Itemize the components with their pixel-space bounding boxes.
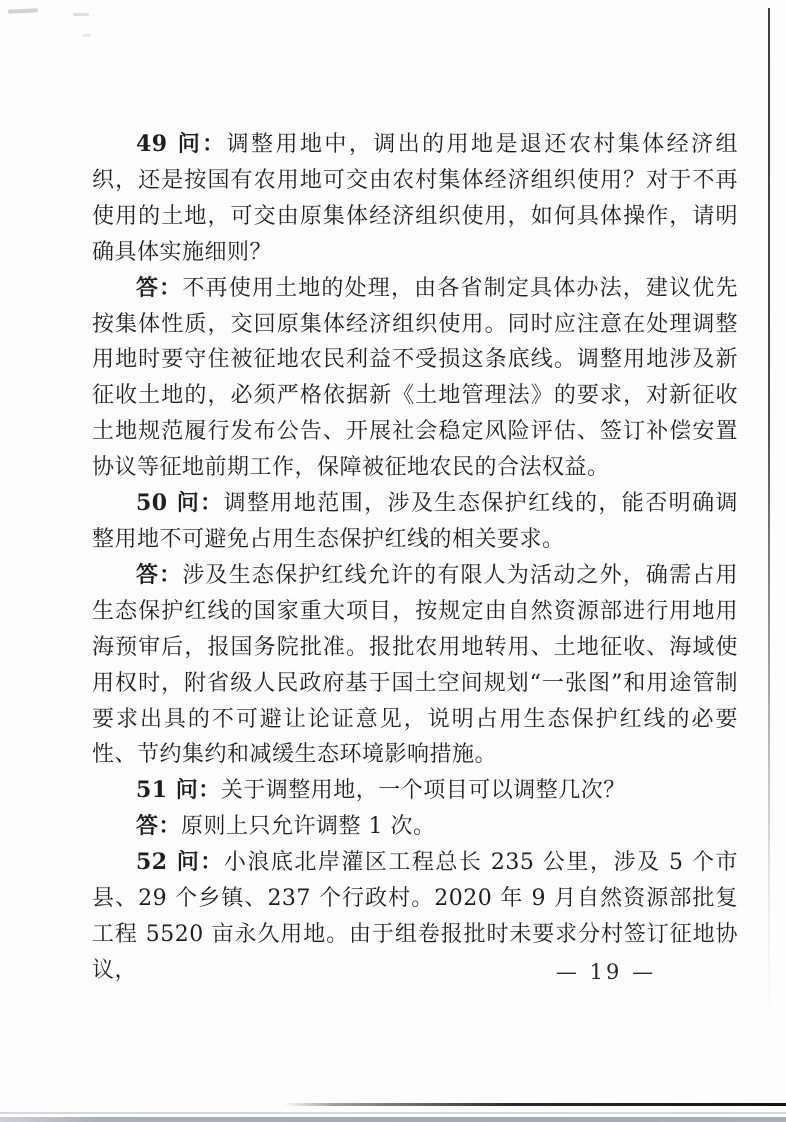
answer-51-text: 原则上只允许调整 1 次。 — [181, 814, 436, 840]
scan-smudge — [73, 13, 89, 16]
question-49-label: 49 问： — [136, 131, 227, 157]
scan-artifact-bottom-thin-line — [0, 1112, 786, 1114]
document-body — [92, 127, 738, 989]
scan-artifact-bottom-edge-band — [0, 1117, 786, 1122]
question-49 — [92, 127, 738, 271]
answer-50-text: 涉及生态保护红线允许的有限人为活动之外，确需占用生态保护红线的国家重大项目，按规定由自然资源部进行用地用海预审后，报国务院批准。报批农用地转用、土地征收、海域使用权时，附省级人民政府基于国土空间规划“一张图”和用途管制要求出具的不可避让论证意见，说明占用生态保护红线的必要性、节约集约和减缓生态环境影响措施。 — [92, 562, 738, 768]
answer-50-label: 答： — [136, 561, 183, 588]
answer-49-label: 答： — [136, 274, 183, 301]
question-51-text: 关于调整用地，一个项目可以调整几次？ — [220, 778, 626, 804]
question-49-text: 调整用地中，调出的用地是退还农村集体经济组织，还是按国有农用地可交由农村集体经济组织使用？对于不再使用的土地，可交由原集体经济组织使用，如何具体操作，请明确具体实施细则？ — [92, 132, 738, 265]
answer-50 — [92, 558, 738, 773]
question-51 — [92, 773, 738, 809]
scan-artifact-bottom-line — [283, 1103, 786, 1106]
answer-49 — [92, 271, 738, 486]
answer-49-text: 不再使用土地的处理，由各省制定具体办法，建议优先按集体性质，交回原集体经济组织使用。同时应注意在处理调整用地时要守住被征地农民利益不受损这条底线。调整用地涉及新征收土地的，必须严格依据新《土地管理法》的要求，对新征收土地规范履行发布公告、开展社会稳定风险评估、签订补偿安置协议等征地前期工作，保障被征地农民的合法权益。 — [92, 275, 738, 481]
question-50 — [92, 486, 738, 558]
scan-artifact-right-edge-line — [768, 8, 770, 1013]
page-number: — 19 — — [556, 960, 657, 984]
question-51-label: 51 问： — [136, 777, 221, 804]
scan-smudge — [8, 8, 38, 14]
question-50-label: 50 问： — [136, 490, 224, 517]
answer-51 — [92, 809, 738, 845]
question-50-text: 调整用地范围，涉及生态保护红线的，能否明确调整用地不可避免占用生态保护红线的相关要求。 — [92, 491, 738, 552]
answer-51-label: 答： — [136, 813, 182, 840]
question-52-text: 小浪底北岸灌区工程总长 235 公里，涉及 5 个市县、29 个乡镇、237 个行政村。2020 年 9 月自然资源部批复工程 5520 亩永久用地。由于组卷报批时未要求分村签订征地协议， — [92, 850, 738, 983]
question-52-label: 52 问： — [136, 849, 224, 876]
scan-smudge — [83, 34, 91, 37]
